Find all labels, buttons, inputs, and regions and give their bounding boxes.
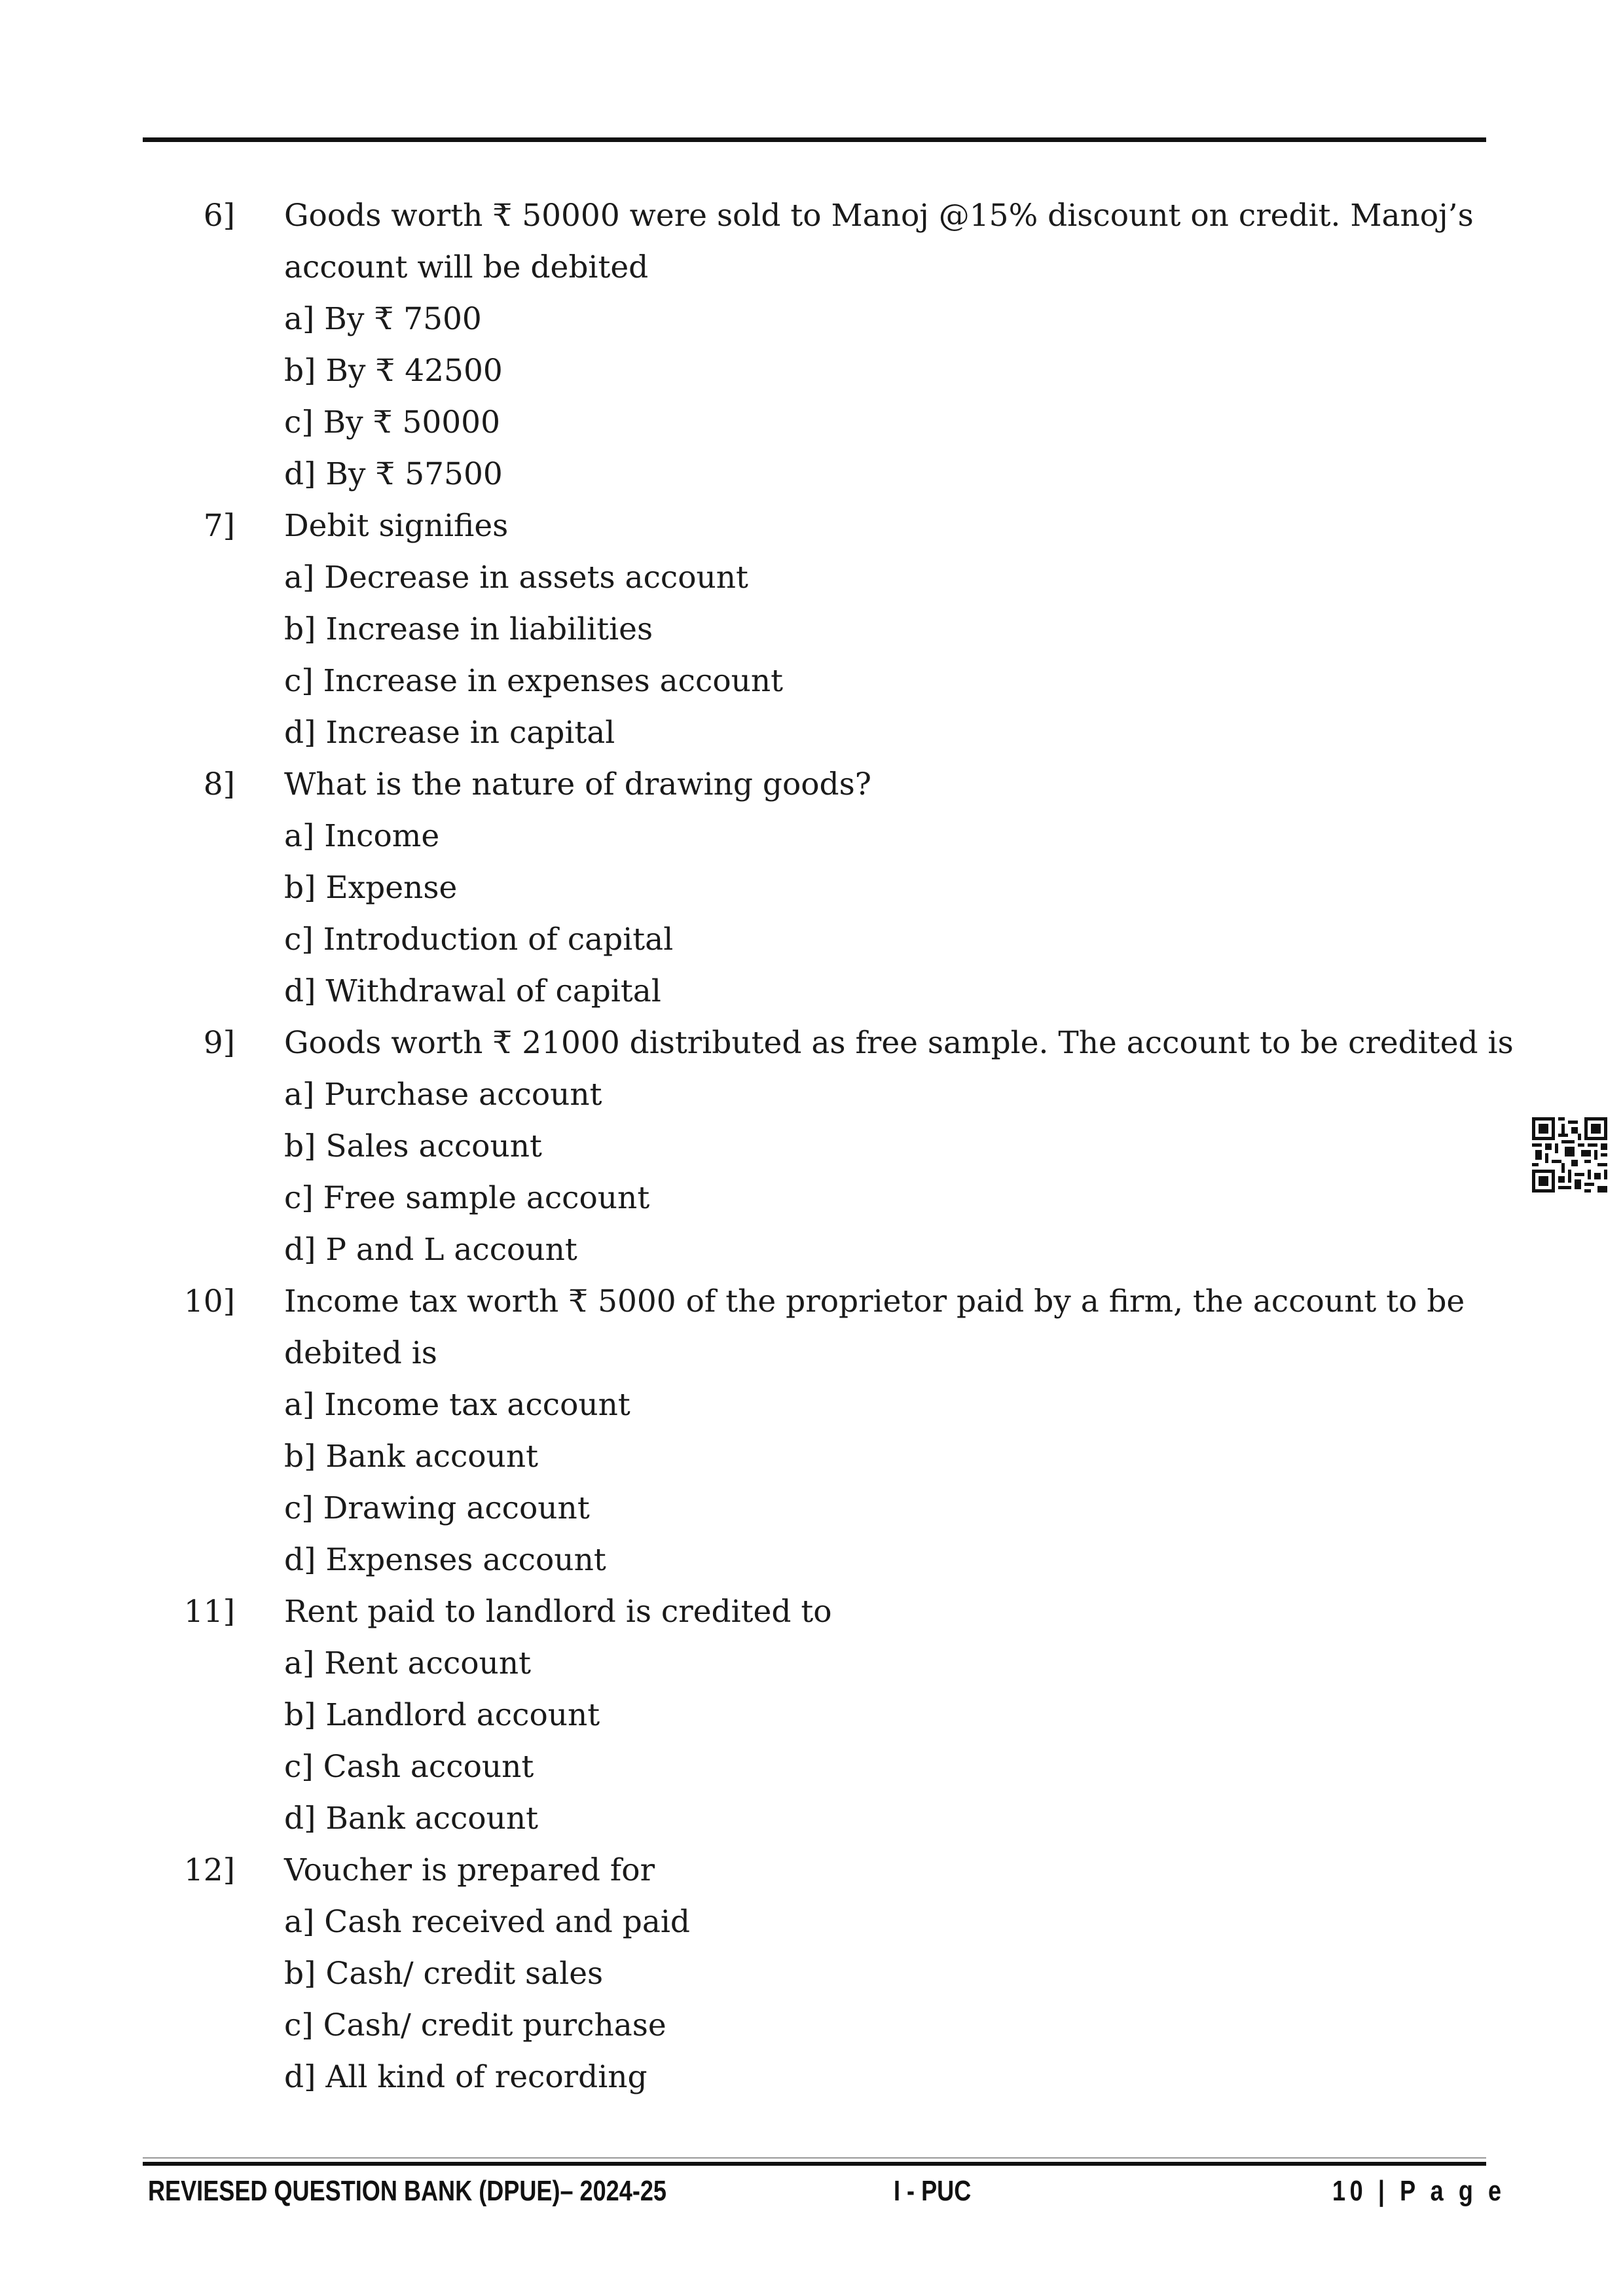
answer-option: b] Expense (284, 870, 458, 906)
answer-option: c] Cash/ credit purchase (284, 2007, 666, 2043)
question-7-line (0, 500, 1623, 552)
question-number: 11] (183, 1594, 235, 1630)
answer-option: d] All kind of recording (284, 2059, 647, 2095)
question-number: 6] (203, 198, 235, 234)
question-11-line (0, 1586, 1623, 1638)
question-list (0, 190, 1623, 2103)
question-option-row (0, 603, 1623, 655)
answer-option: a] Cash received and paid (284, 1904, 690, 1940)
answer-option: d] Increase in capital (284, 715, 615, 751)
footer-title: REVIESED QUESTION BANK (DPUE)– 2024-25 (148, 2175, 666, 2207)
question-text: Goods worth ₹ 50000 were sold to Manoj @15% discount on credit. Manoj’s (284, 198, 1474, 234)
answer-option: a] Income tax account (284, 1387, 630, 1423)
answer-option: c] Introduction of capital (284, 922, 674, 958)
answer-option: d] By ₹ 57500 (284, 456, 503, 492)
question-option-row (0, 2051, 1623, 2103)
answer-option: c] Increase in expenses account (284, 663, 784, 699)
question-option-row (0, 655, 1623, 707)
qr-code-icon (1532, 1117, 1607, 1193)
answer-option: a] Decrease in assets account (284, 560, 748, 596)
question-option-row (0, 1689, 1623, 1741)
question-text: account will be debited (284, 249, 649, 285)
question-option-row (0, 293, 1623, 345)
question-number: 8] (203, 766, 235, 802)
question-12-line (0, 1844, 1623, 1896)
question-text: Voucher is prepared for (284, 1852, 655, 1888)
answer-option: d] Bank account (284, 1801, 539, 1837)
question-option-row (0, 1224, 1623, 1276)
answer-option: b] Bank account (284, 1439, 539, 1475)
answer-option: c] Free sample account (284, 1180, 650, 1216)
question-9-line (0, 1017, 1623, 1069)
question-option-row (0, 1121, 1623, 1172)
answer-option: d] Withdrawal of capital (284, 973, 661, 1009)
question-option-row (0, 862, 1623, 914)
question-text: Income tax worth ₹ 5000 of the proprietor paid by a firm, the account to be (284, 1283, 1465, 1319)
question-option-row (0, 914, 1623, 965)
answer-option: a] Income (284, 818, 440, 854)
question-option-row (0, 1638, 1623, 1689)
question-option-row (0, 1793, 1623, 1844)
question-option-row (0, 965, 1623, 1017)
question-number: 7] (203, 508, 235, 544)
answer-option: b] Increase in liabilities (284, 611, 653, 647)
footer-rule-thin (143, 2157, 1486, 2159)
question-option-row (0, 810, 1623, 862)
answer-option: d] Expenses account (284, 1542, 606, 1578)
question-8-line (0, 759, 1623, 810)
question-option-row (0, 1482, 1623, 1534)
question-option-row (0, 552, 1623, 603)
question-option-row (0, 1948, 1623, 2000)
question-option-row (0, 1172, 1623, 1224)
question-text: Debit signifies (284, 508, 509, 544)
answer-option: a] Rent account (284, 1645, 531, 1681)
question-text: What is the nature of drawing goods? (284, 766, 871, 802)
question-option-row (0, 707, 1623, 759)
question-10-line (0, 1327, 1623, 1379)
question-6-line (0, 190, 1623, 242)
answer-option: c] Drawing account (284, 1490, 590, 1526)
question-option-row (0, 448, 1623, 500)
question-text: Rent paid to landlord is credited to (284, 1594, 832, 1630)
question-option-row (0, 1069, 1623, 1121)
question-option-row (0, 1379, 1623, 1431)
question-option-row (0, 1741, 1623, 1793)
answer-option: c] Cash account (284, 1749, 534, 1785)
question-number: 10] (183, 1283, 235, 1319)
answer-option: d] P and L account (284, 1232, 577, 1268)
answer-option: a] Purchase account (284, 1077, 602, 1113)
question-option-row (0, 1896, 1623, 1948)
header-rule (143, 137, 1486, 142)
question-10-line (0, 1276, 1623, 1327)
answer-option: c] By ₹ 50000 (284, 404, 500, 440)
answer-option: b] Cash/ credit sales (284, 1956, 604, 1992)
question-number: 12] (183, 1852, 235, 1888)
question-option-row (0, 397, 1623, 448)
question-number: 9] (203, 1025, 235, 1061)
question-option-row (0, 1534, 1623, 1586)
footer-class: I - PUC (894, 2175, 972, 2207)
answer-option: a] By ₹ 7500 (284, 301, 482, 337)
question-option-row (0, 1431, 1623, 1482)
question-text: Goods worth ₹ 21000 distributed as free sample. The account to be credited is (284, 1025, 1514, 1061)
answer-option: b] Sales account (284, 1128, 542, 1164)
question-option-row (0, 345, 1623, 397)
footer-rule (143, 2162, 1486, 2166)
answer-option: b] Landlord account (284, 1697, 600, 1733)
question-text: debited is (284, 1335, 437, 1371)
question-option-row (0, 2000, 1623, 2051)
question-6-line (0, 242, 1623, 293)
footer-page-number: 10 | P a g e (1332, 2175, 1506, 2207)
answer-option: b] By ₹ 42500 (284, 353, 503, 389)
